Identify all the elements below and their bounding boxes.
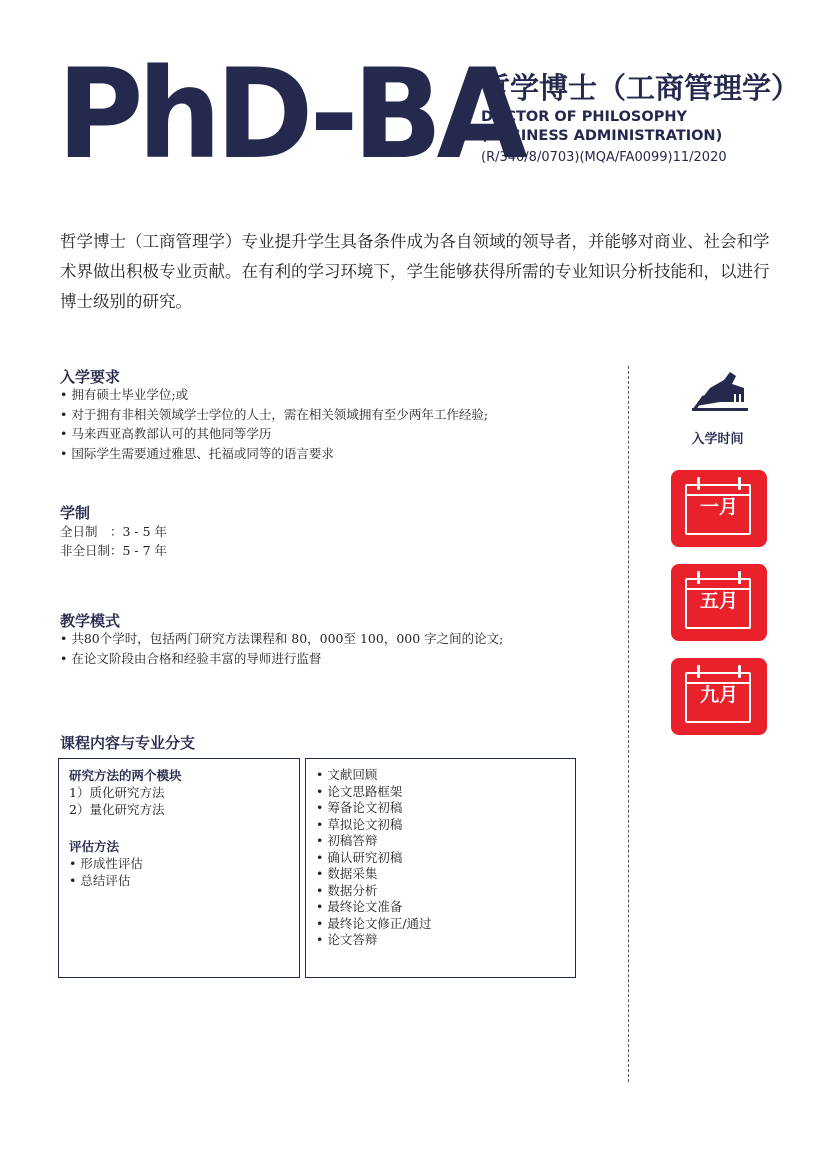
stage-item: • 数据采集 — [316, 866, 378, 881]
thesis-stages-box — [305, 758, 576, 978]
assessment-item: • 总结评估 — [69, 872, 131, 888]
entry-requirements-title: 入学要求 — [60, 368, 121, 386]
program-logo: PhD-BA — [57, 41, 522, 187]
method-item: 2）量化研究方法 — [69, 801, 165, 817]
method-item: 1）质化研究方法 — [69, 785, 165, 800]
intake-month-january — [671, 470, 767, 547]
duration-part-time: 非全日制：5 - 7 年 — [60, 543, 168, 558]
month-label: 五月 — [699, 590, 738, 612]
intake-month-september — [671, 658, 767, 735]
assessment-item: • 形成性评估 — [69, 856, 143, 871]
month-label: 一月 — [699, 496, 738, 518]
stage-item: • 数据分析 — [316, 882, 378, 898]
assessment-title: 评估方法 — [69, 839, 120, 854]
column-divider — [628, 366, 629, 1082]
intake-label: 入学时间 — [691, 432, 744, 447]
month-label: 九月 — [699, 684, 738, 706]
entry-requirements-list — [60, 385, 620, 463]
list-item: • 马来西亚高教部认可的其他同等学历 — [60, 424, 620, 444]
duration-title: 学制 — [60, 504, 91, 522]
teaching-mode-title: 教学模式 — [60, 612, 121, 630]
curriculum-title: 课程内容与专业分支 — [60, 734, 196, 752]
title-english-line2: (BUSINESS ADMINISTRATION) — [481, 128, 723, 144]
teaching-mode-list — [60, 629, 620, 668]
stage-item: • 筹备论文初稿 — [316, 800, 403, 815]
list-item: • 拥有硕士毕业学位;或 — [60, 385, 620, 405]
stage-item: • 初稿答辩 — [316, 833, 378, 848]
stage-item: • 最终论文准备 — [316, 899, 403, 914]
title-chinese: 哲学博士（工商管理学） — [481, 71, 801, 105]
stage-item: • 确认研究初稿 — [316, 849, 403, 865]
stage-item: • 最终论文修正/通过 — [316, 915, 432, 931]
stage-item: • 论文答辩 — [316, 932, 378, 947]
methods-title: 研究方法的两个模块 — [69, 768, 182, 783]
stage-item: • 论文思路框架 — [316, 783, 403, 799]
title-english — [481, 108, 722, 146]
stage-item: • 文献回顾 — [316, 767, 378, 782]
list-item: • 在论文阶段由合格和经验丰富的导师进行监督 — [60, 649, 620, 669]
list-item: • 对于拥有非相关领域学士学位的人士，需在相关领域拥有至少两年工作经验; — [60, 405, 620, 425]
intake-month-may — [671, 564, 767, 641]
research-methods-box — [58, 758, 300, 978]
title-english-line1: DOCTOR OF PHILOSOPHY — [481, 109, 687, 125]
accreditation-code: (R/340/8/0703)(MQA/FA0099)11/2020 — [481, 150, 727, 165]
stage-item: • 草拟论文初稿 — [316, 816, 403, 832]
list-item: • 共80个学时，包括两门研究方法课程和 80，000至 100，000 字之间的论文; — [60, 629, 620, 649]
list-item: • 国际学生需要通过雅思、托福或同等的语言要求 — [60, 444, 620, 464]
pen-writing-icon — [690, 366, 750, 418]
duration-full-time: 全日制 ：3 - 5 年 — [60, 524, 168, 539]
intro-paragraph: 哲学博士（工商管理学）专业提升学生具备条件成为各自领域的领导者，并能够对商业、社会和学术界做出积极专业贡献。在有利的学习环境下，学生能够获得所需的专业知识分析技能和，以进行博士级别的研究。 — [60, 232, 770, 311]
